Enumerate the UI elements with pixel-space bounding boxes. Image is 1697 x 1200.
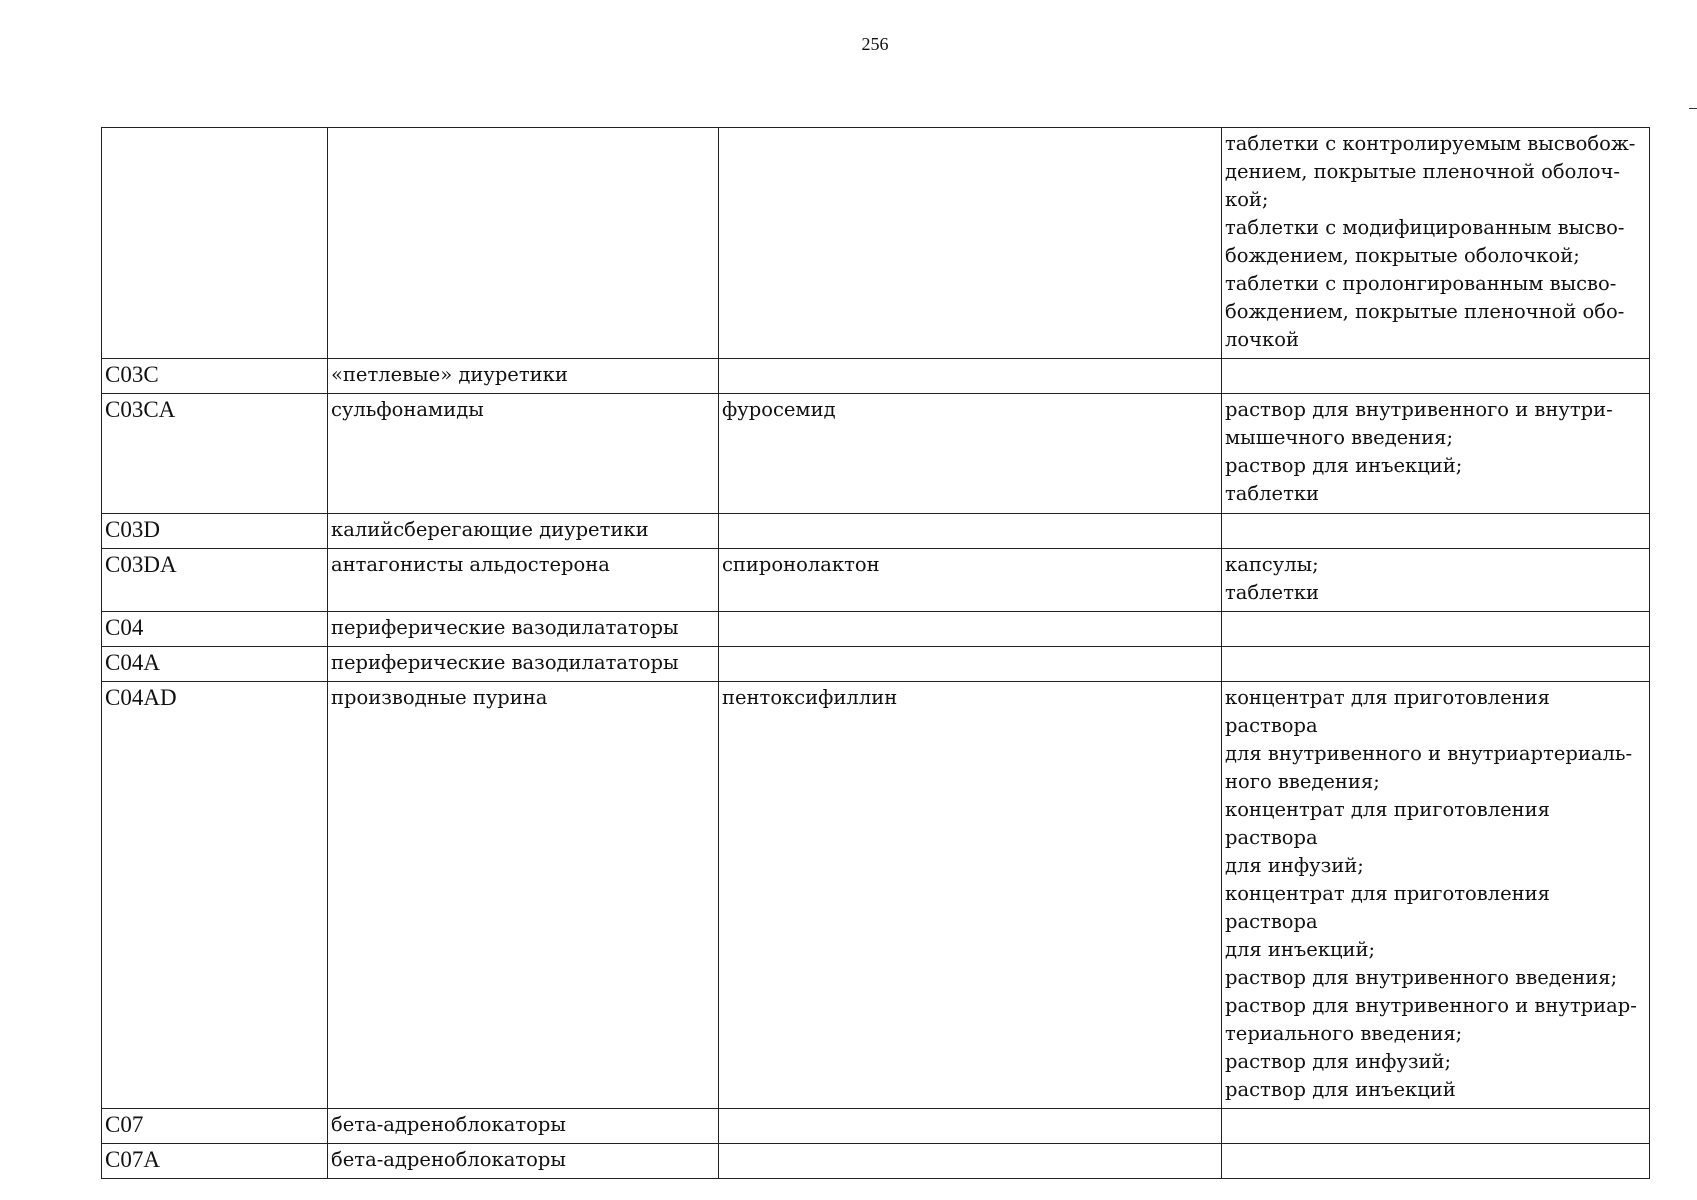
atc-code-cell: C07A: [102, 1144, 328, 1179]
dosage-forms-cell: [1222, 549, 1650, 612]
dosage-forms-text: концентрат для приготовления раствора для внутривенного и внутриартериаль- ного введения; концентрат для приготовления раствора для инфузий; концентрат для приготовления раствора для инъекций; раствор для внутривенного введения; раствор для внутривенного и внутриар- териального введения; раствор для инфузий; раствор для инъекций: [1225, 686, 1637, 1101]
atc-code-cell: C04AD: [102, 682, 328, 1109]
table-row: [102, 514, 1650, 549]
dosage-forms-cell: [1222, 394, 1650, 514]
group-cell: [328, 128, 719, 359]
edge-mark: [1689, 108, 1697, 109]
medication-table: [101, 127, 1650, 1179]
table-row: [102, 647, 1650, 682]
table-row: [102, 128, 1650, 359]
dosage-forms-cell: [1222, 359, 1650, 394]
table-row: [102, 1144, 1650, 1179]
table-row: [102, 1109, 1650, 1144]
table-row: [102, 682, 1650, 1109]
drug-cell: [719, 514, 1222, 549]
dosage-forms-text: капсулы; таблетки: [1225, 553, 1320, 604]
dosage-forms-cell: [1222, 514, 1650, 549]
table-row: [102, 612, 1650, 647]
drug-cell: пентоксифиллин: [719, 682, 1222, 1109]
dosage-forms-cell: [1222, 612, 1650, 647]
drug-cell: [719, 359, 1222, 394]
dosage-forms-text: таблетки с контролируемым высвобож- дением, покрытые пленочной оболоч- кой; таблетки с модифицированным высво- бождением, покрытые оболочкой; таблетки с пролонгированным высво- бождением, покрытые пленочной обо- лочкой: [1225, 132, 1636, 351]
drug-cell: [719, 612, 1222, 647]
drug-cell: [719, 1109, 1222, 1144]
atc-code-cell: C07: [102, 1109, 328, 1144]
dosage-forms-text: раствор для внутривенного и внутри- мышечного введения; раствор для инъекций; таблетки: [1225, 398, 1613, 505]
atc-code-cell: C04: [102, 612, 328, 647]
drug-cell: фуросемид: [719, 394, 1222, 514]
drug-cell: спиронолактон: [719, 549, 1222, 612]
drug-cell: [719, 1144, 1222, 1179]
group-cell: производные пурина: [328, 682, 719, 1109]
atc-code-cell: C03CA: [102, 394, 328, 514]
atc-code-cell: C03D: [102, 514, 328, 549]
dosage-forms-cell: [1222, 128, 1650, 359]
dosage-forms-cell: [1222, 647, 1650, 682]
table-row: [102, 359, 1650, 394]
atc-code-cell: [102, 128, 328, 359]
table-row: [102, 549, 1650, 612]
dosage-forms-cell: [1222, 1109, 1650, 1144]
group-cell: периферические вазодилататоры: [328, 612, 719, 647]
group-cell: «петлевые» диуретики: [328, 359, 719, 394]
group-cell: бета-адреноблокаторы: [328, 1109, 719, 1144]
group-cell: бета-адреноблокаторы: [328, 1144, 719, 1179]
atc-code-cell: C04A: [102, 647, 328, 682]
table-row: [102, 394, 1650, 514]
dosage-forms-cell: [1222, 1144, 1650, 1179]
page-number: 256: [861, 34, 889, 54]
group-cell: антагонисты альдостерона: [328, 549, 719, 612]
group-cell: периферические вазодилататоры: [328, 647, 719, 682]
group-cell: сульфонамиды: [328, 394, 719, 514]
atc-code-cell: C03C: [102, 359, 328, 394]
drug-cell: [719, 647, 1222, 682]
group-cell: калийсберегающие диуретики: [328, 514, 719, 549]
dosage-forms-cell: [1222, 682, 1650, 1109]
drug-cell: [719, 128, 1222, 359]
atc-code-cell: C03DA: [102, 549, 328, 612]
